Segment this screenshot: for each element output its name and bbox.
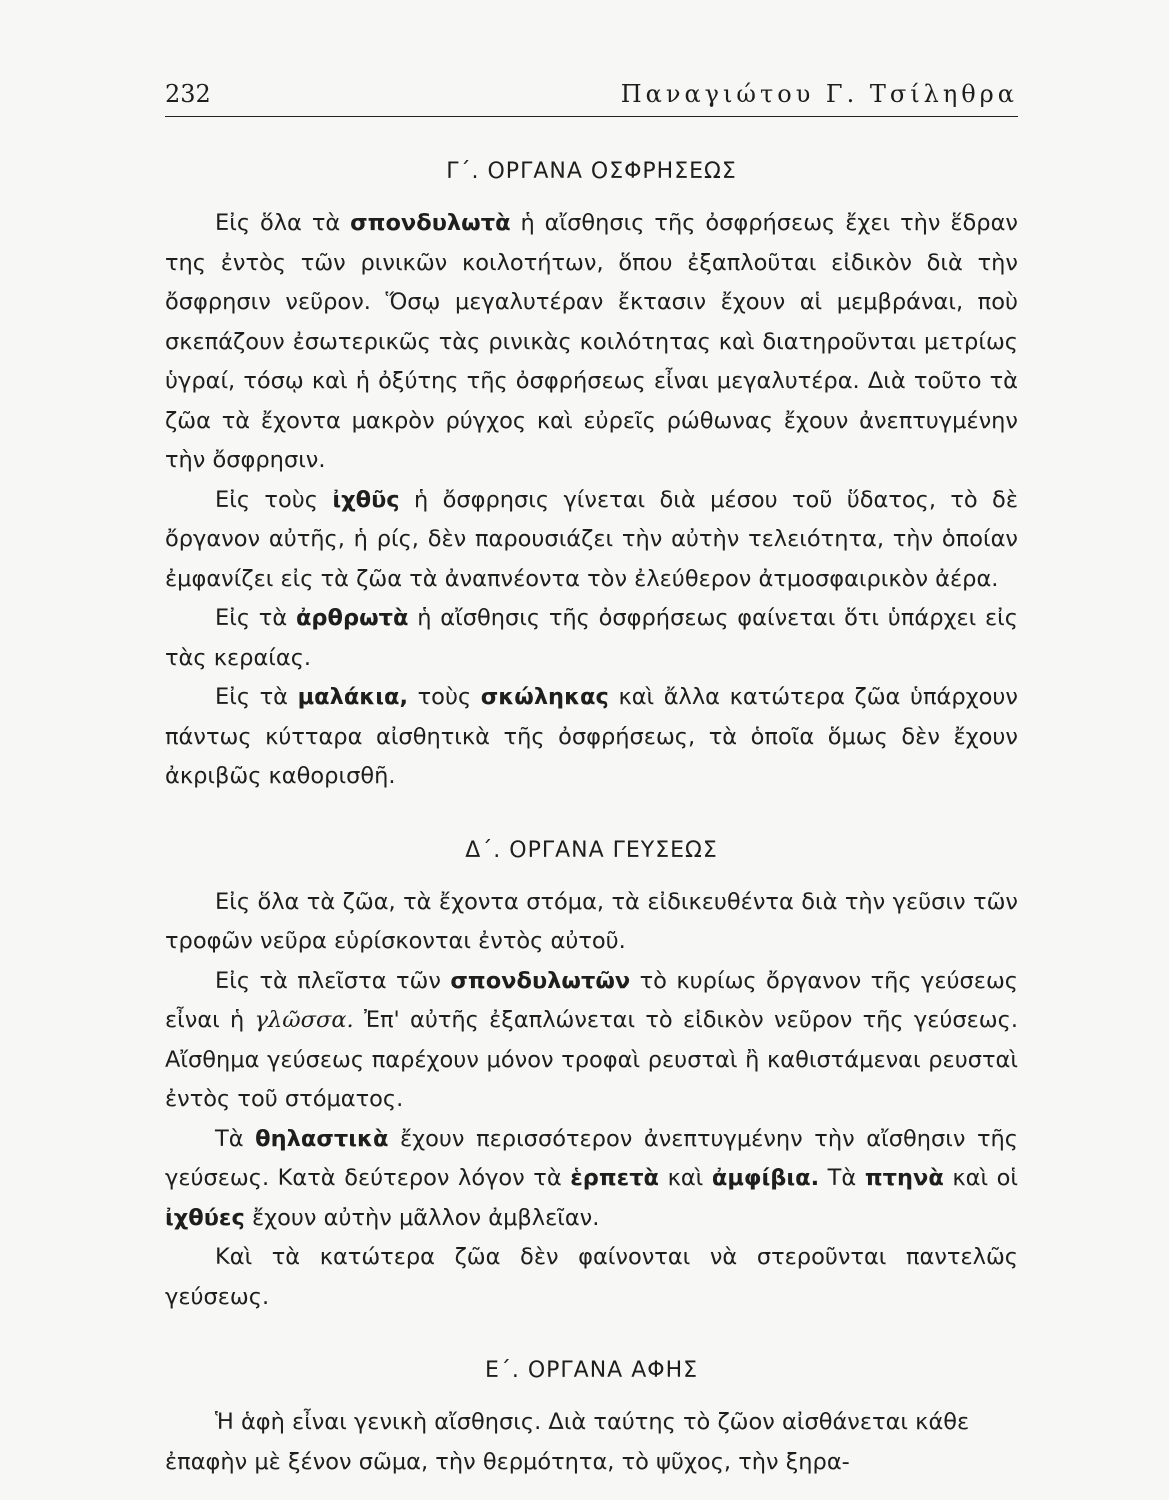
bold-term: ἀρθρωτὰ	[295, 605, 409, 631]
section-heading-smell: Γ΄. ΟΡΓΑΝΑ ΟΣΦΡΗΣΕΩΣ	[446, 159, 737, 184]
text-run: ἔχουν περισσότερον ἀνεπτυγμένην τὴν αἴσθησιν τῆς γεύσεως. Κατὰ δεύτερον λόγον τὰ	[165, 1125, 1019, 1191]
bold-term: σπονδυλωτὰ	[350, 210, 511, 236]
italic-term: γλῶσσα.	[254, 1007, 354, 1033]
paragraph	[165, 1238, 1018, 1317]
text-run: Ἐπ' αὐτῆς ἐξαπλώνεται τὸ εἰδικὸν νεῦρον τῆς γεύσεως. Αἴσθημα γεύσεως παρέχουν μόνον τροφαὶ ρευσταὶ ἢ καθιστάμεναι ρευσταὶ ἐντὸς τοῦ στόματος.	[165, 1007, 1018, 1112]
text-run: Καὶ τὰ κατώτερα ζῶα δὲν φαίνονται νὰ στεροῦνται παντελῶς γεύσεως.	[165, 1244, 1018, 1310]
bold-term: ἑρπετὰ	[570, 1165, 660, 1191]
bold-term: ἰχθύες	[165, 1204, 245, 1231]
text-run: τοὺς	[408, 684, 481, 710]
bold-term: ἀμφίβια.	[711, 1165, 820, 1191]
bold-term: ἰχθῦς	[332, 486, 400, 513]
text-run: καὶ οἱ	[943, 1165, 1018, 1191]
paragraph	[165, 678, 1018, 797]
text-run: Ἡ ἁφὴ εἶναι γενικὴ αἴσθησις. Διὰ ταύτης τὸ ζῶον αἰσθάνεται κάθε ἐπαφὴν μὲ ξένον σῶμα, τὴν θερμότητα, τὸ ψῦχος, τὴν ξηρα-	[165, 1409, 970, 1475]
text-run: Εἰς τὰ	[215, 605, 296, 631]
bold-term: σκώληκας	[480, 684, 609, 710]
text-run: ἡ ὄσφρησις γίνεται διὰ μέσου τοῦ ὕδατος, τὸ δὲ ὄργανον αὐτῆς, ἡ ρίς, δὲν παρουσιάζει τὴν αὐτὴν τελειότητα, τὴν ὁποίαν ἐμφανίζει εἰς τὰ ζῶα τὰ ἀναπνέοντα τὸν ἐλεύθερον ἀτμοσφαιρικὸν ἀέρα.	[165, 486, 1018, 592]
paragraph	[165, 1403, 1018, 1482]
section-heading-taste: Δ΄. ΟΡΓΑΝΑ ΓΕΥΣΕΩΣ	[465, 837, 718, 863]
section-spacer	[165, 1317, 1018, 1339]
text-run: Τὰ	[215, 1125, 256, 1152]
section-spacer	[165, 797, 1018, 819]
text-run: ἡ αἴσθησις τῆς ὀσφρήσεως φαίνεται ὅτι ὑπάρχει εἰς τὰς κεραίας.	[165, 605, 1019, 671]
paragraph	[165, 481, 1018, 600]
section-heading-touch: Ε΄. ΟΡΓΑΝΑ ΑΦΗΣ	[484, 1358, 699, 1383]
paragraph	[165, 962, 1018, 1120]
paragraph	[165, 599, 1018, 678]
paragraph	[165, 1120, 1018, 1239]
bold-term: μαλάκια,	[297, 684, 409, 710]
text-run: καὶ	[659, 1165, 712, 1191]
paragraph	[165, 204, 1018, 481]
running-title: Παναγιώτου Γ. Τσίληθρα	[620, 80, 1018, 108]
paragraph	[165, 883, 1018, 962]
text-run: Εἰς τὰ πλεῖστα τῶν	[215, 967, 451, 994]
text-run: ἔχουν αὐτὴν μᾶλλον ἀμβλεῖαν.	[244, 1204, 600, 1231]
text-run: καὶ ἄλλα κατώτερα ζῶα ὑπάρχουν πάντως κύτταρα αἰσθητικὰ τῆς ὀσφρήσεως, τὰ ὁποῖα ὅμως δὲν ἔχουν ἀκριβῶς καθορισθῆ.	[165, 684, 1018, 789]
text-run: Εἰς ὅλα τὰ	[215, 210, 351, 236]
text-run: Εἰς ὅλα τὰ ζῶα, τὰ ἔχοντα στόμα, τὰ εἰδικευθέντα διὰ τὴν γεῦσιν τῶν τροφῶν νεῦρα εὑρίσκονται ἐντὸς αὐτοῦ.	[165, 888, 1018, 954]
page-number: 232	[165, 80, 211, 108]
text-run: ἡ αἴσθησις τῆς ὀσφρήσεως ἔχει τὴν ἕδραν της ἐντὸς τῶν ρινικῶν κοιλοτήτων, ὅπου ἐξαπλοῦται εἰδικὸν διὰ τὴν ὄσφρησιν νεῦρον. Ὅσῳ μεγαλυτέραν ἔκτασιν ἔχουν αἱ μεμβράναι, ποὺ σκεπάζουν ἐσωτερικῶς τὰς ρινικὰς κοιλότητας καὶ διατηροῦνται μετρίως ὑγραί, τόσῳ καὶ ἡ ὀξύτης τῆς ὀσφρήσεως εἶναι μεγαλυτέρα. Διὰ τοῦτο τὰ ζῶα τὰ ἔχοντα μακρὸν ρύγχος καὶ εὐρεῖς ρώθωνας ἔχουν ἀνεπτυγμένην τὴν ὄσφρησιν.	[165, 210, 1018, 473]
text-run: Τὰ	[819, 1165, 865, 1191]
bold-term: πτηνὰ	[864, 1165, 944, 1191]
page-body	[165, 140, 1018, 1482]
bold-term: θηλαστικὰ	[255, 1125, 389, 1152]
page-header	[165, 72, 1018, 117]
text-run: Εἰς τὰ	[215, 684, 298, 710]
text-run: τὸ κυρίως ὄργανον τῆς γεύσεως εἶναι ἡ	[165, 967, 1018, 1033]
bold-term: σπονδυλωτῶν	[450, 967, 631, 994]
text-run: Εἰς τοὺς	[215, 486, 333, 513]
